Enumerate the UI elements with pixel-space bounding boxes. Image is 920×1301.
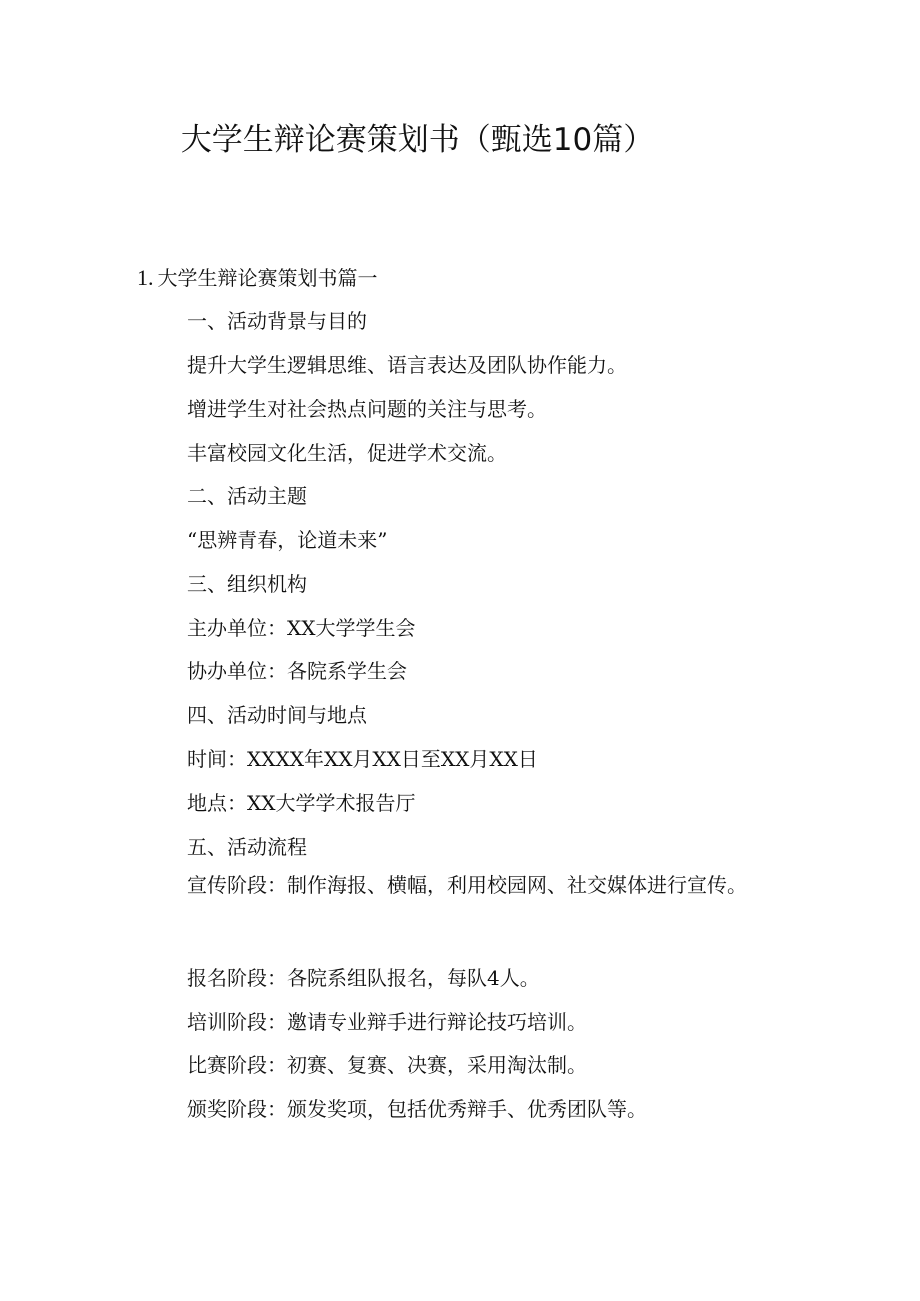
document-title: 大学生辩论赛策划书（甄选10篇） [180,122,655,158]
paragraph-competition: 比赛阶段：初赛、复赛、决赛，采用淘汰制。 [187,1053,587,1077]
heading-process: 五、活动流程 [187,835,307,859]
paragraph-registration: 报名阶段：各院系组队报名，每队4人。 [187,966,540,990]
section-number: 1. [137,265,154,290]
paragraph-purpose-2: 增进学生对社会热点问题的关注与思考。 [187,397,547,421]
paragraph-place: 地点：XX大学学术报告厅 [187,791,416,815]
heading-background-purpose: 一、活动背景与目的 [187,309,367,333]
heading-time-place: 四、活动时间与地点 [187,703,367,727]
heading-theme: 二、活动主题 [187,484,307,508]
paragraph-co-host: 协办单位：各院系学生会 [187,659,407,683]
paragraph-theme: “思辨青春，论道未来” [187,528,388,552]
paragraph-time: 时间：XXXX年XX月XX日至XX月XX日 [187,747,538,771]
paragraph-awards: 颁奖阶段：颁发奖项，包括优秀辩手、优秀团队等。 [187,1097,647,1121]
section-heading [137,262,378,291]
section-heading-text: 大学生辩论赛策划书篇一 [157,266,378,290]
paragraph-publicity: 宣传阶段：制作海报、横幅，利用校园网、社交媒体进行宣传。 [187,873,747,897]
paragraph-purpose-3: 丰富校园文化生活，促进学术交流。 [187,441,507,465]
paragraph-host: 主办单位：XX大学学生会 [187,616,416,640]
paragraph-training: 培训阶段：邀请专业辩手进行辩论技巧培训。 [187,1010,587,1034]
paragraph-purpose-1: 提升大学生逻辑思维、语言表达及团队协作能力。 [187,353,627,377]
heading-organization: 三、组织机构 [187,572,307,596]
